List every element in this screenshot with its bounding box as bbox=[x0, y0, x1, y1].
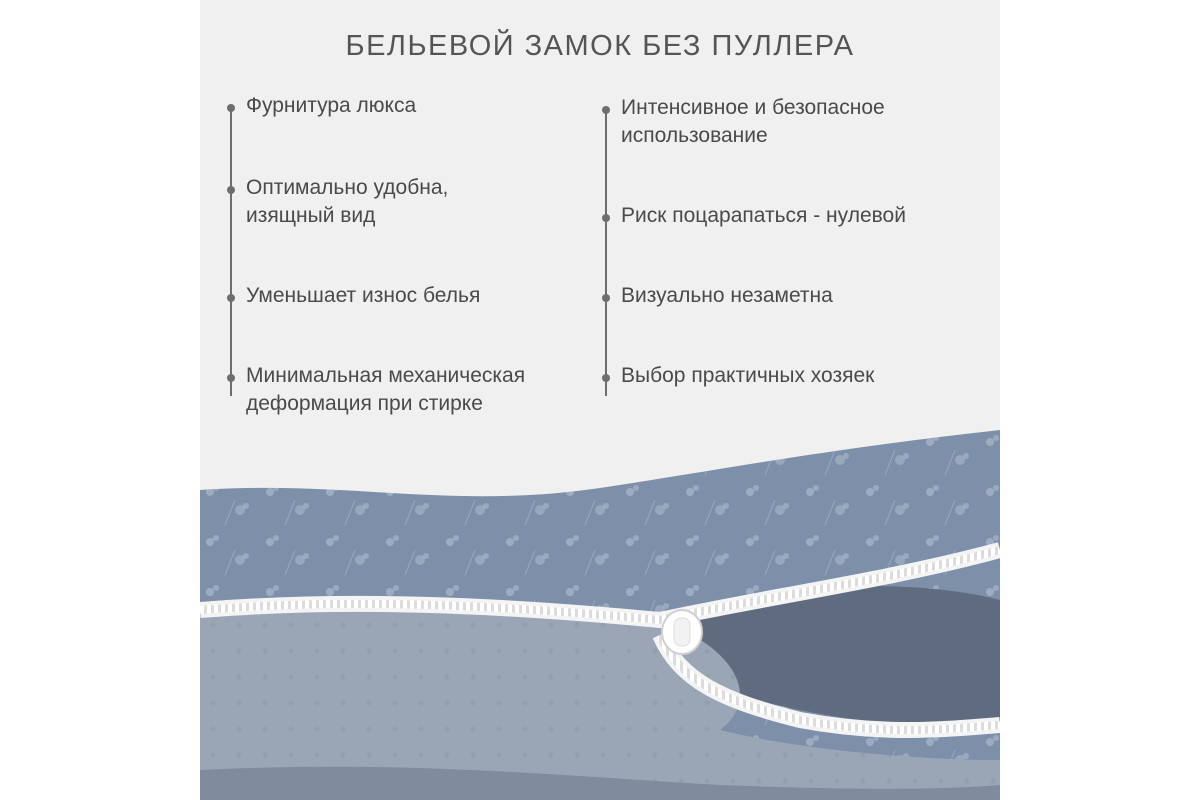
timeline-line bbox=[230, 110, 232, 396]
feature-item bbox=[621, 282, 985, 310]
feature-item bbox=[621, 94, 951, 150]
feature-text: Риск поцарапаться - нулевой bbox=[621, 204, 906, 227]
feature-text: Выбор практичных хозяек bbox=[621, 364, 875, 387]
feature-text: Минимальная механическая деформация при стирке bbox=[246, 364, 526, 415]
timeline-line bbox=[605, 110, 607, 396]
feature-item bbox=[621, 362, 881, 390]
product-info-panel bbox=[200, 0, 1000, 800]
pillowcase-zipper-photo bbox=[200, 430, 1000, 800]
feature-text: Фурнитура люкса bbox=[246, 94, 417, 117]
feature-text: Оптимально удобна, изящный вид bbox=[246, 176, 449, 227]
bullet-dot bbox=[602, 374, 610, 382]
bullet-dot bbox=[602, 294, 610, 302]
feature-item bbox=[621, 202, 985, 230]
bullet-dot bbox=[602, 214, 610, 222]
bullet-dot bbox=[227, 374, 235, 382]
feature-text: Уменьшает износ белья bbox=[246, 284, 481, 307]
bullet-dot bbox=[602, 106, 610, 114]
features-right-column bbox=[605, 92, 985, 422]
zipper-slider bbox=[662, 610, 702, 654]
feature-item bbox=[246, 282, 610, 310]
feature-item bbox=[246, 174, 516, 230]
feature-item bbox=[246, 362, 596, 418]
page-title: БЕЛЬЕВОЙ ЗАМОК БЕЗ ПУЛЛЕРА bbox=[345, 30, 855, 62]
features-left-column bbox=[230, 92, 610, 422]
bullet-dot bbox=[227, 186, 235, 194]
feature-text: Визуально незаметна bbox=[621, 284, 833, 307]
feature-text: Интенсивное и безопасное использование bbox=[621, 96, 885, 147]
bullet-dot bbox=[227, 294, 235, 302]
bullet-dot bbox=[227, 104, 235, 112]
feature-item bbox=[246, 92, 610, 120]
